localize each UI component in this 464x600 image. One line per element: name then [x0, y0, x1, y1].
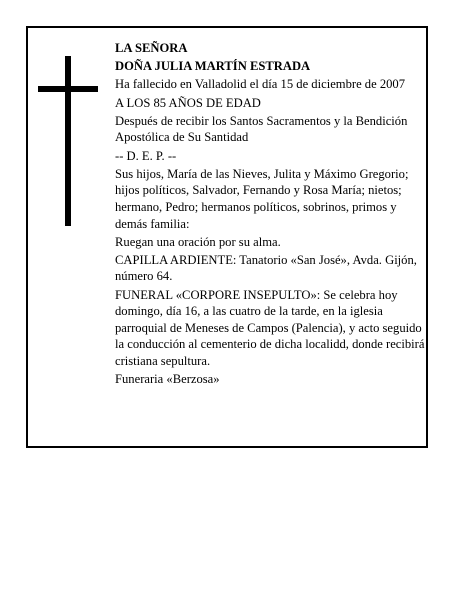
sacraments-line: Después de recibir los Santos Sacramentos y la Bendición Apostólica de Su Santidad: [115, 113, 408, 145]
deceased-name: DOÑA JULIA MARTÍN ESTRADA: [115, 59, 311, 74]
funeral-info: FUNERAL «CORPORE INSEPULTO»: Se celebra hoy domingo, día 16, a las cuatro de la tarde, en la iglesia parroquial de Meneses de Campos (Palencia), y acto seguido la conducción al cementerio de dicha localidd, donde recibirá cristiana sepultura.: [115, 287, 425, 369]
cross-vertical-bar: [65, 56, 71, 226]
chapel-info: CAPILLA ARDIENTE: Tanatorio «San José», Avda. Gijón, número 64.: [115, 252, 417, 284]
age-line: A LOS 85 AÑOS DE EDAD: [115, 95, 261, 110]
cross-horizontal-bar: [38, 86, 98, 92]
obituary-text: [115, 40, 425, 389]
latin-cross-icon: [38, 56, 100, 226]
funeral-home: Funeraria «Berzosa»: [115, 372, 220, 387]
rip-line: -- D. E. P. --: [115, 148, 177, 163]
family-paragraph: Sus hijos, María de las Nieves, Julita y Máximo Gregorio; hijos políticos, Salvador, Fernando y Rosa María; nietos; hermano, Pedro; hermanos políticos, sobrinos, primos y demás familia:: [115, 166, 409, 231]
death-statement: Ha fallecido en Valladolid el día 15 de diciembre de 2007: [115, 77, 406, 92]
obituary-notice: [26, 26, 428, 448]
notice-title: LA SEÑORA: [115, 41, 188, 55]
prayer-request: Ruegan una oración por su alma.: [115, 234, 281, 249]
